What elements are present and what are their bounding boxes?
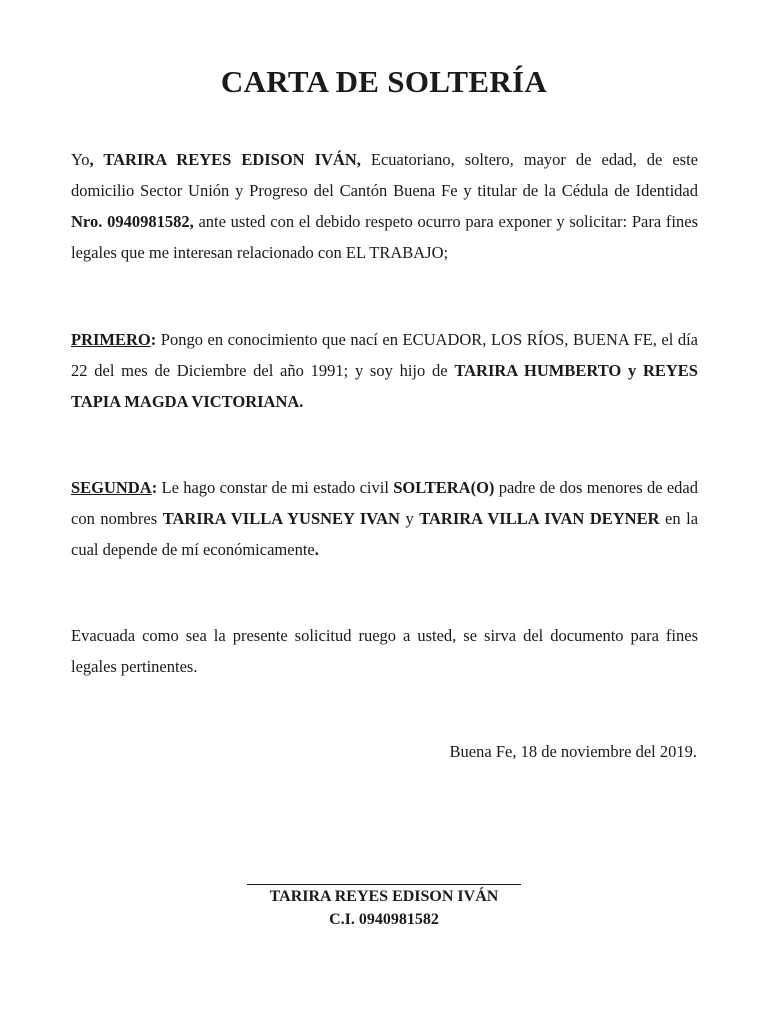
segunda-text-1: Le hago constar de mi estado civil [157,478,394,497]
segunda-child-2: TARIRA VILLA IVAN DEYNER [419,509,660,528]
segunda-civil-status: SOLTERA(O) [393,478,495,497]
segunda-text-2: padre de dos menores de edad con nombres [71,478,698,528]
segunda-heading: SEGUNDA [71,478,152,497]
segunda-heading-group [71,478,157,497]
segunda-paragraph [71,472,698,565]
intro-text-2: Ecuatoriano, soltero, mayor de edad, de este domicilio Sector Unión y Progreso del Cantón Buena Fe y titular de la Cédula de Identidad [71,150,698,200]
intro-text-1: Yo [71,150,90,169]
signature-id: C.I. 0940981582 [329,911,439,928]
segunda-text-4: en la cual depende de mí económicamente [71,509,699,559]
primero-colon: : [150,330,157,349]
closing-paragraph: Evacuada como sea la presente solicitud ruego a usted, se sirva del documento para fines legales pertinentes. [71,626,698,676]
primero-heading: PRIMERO [71,330,151,349]
segunda-colon: : [151,478,158,497]
segunda-child-1: TARIRA VILLA YUSNEY IVAN [162,509,400,528]
intro-text-3: ante usted con el debido respeto ocurro para exponer y solicitar: Para fines legales que me interesan relacionado con EL TRABAJO; [71,212,698,262]
signature-name: TARIRA REYES EDISON IVÁN [269,888,499,905]
primero-paragraph [71,324,698,417]
primero-parents: TARIRA HUMBERTO y REYES TAPIA MAGDA VICTORIANA. [71,361,698,411]
intro-id-number: Nro. 0940981582, [71,212,194,231]
primero-heading-group [71,330,156,349]
signature-line [247,884,521,885]
intro-paragraph [71,144,698,268]
primero-text: Pongo en conocimiento que nací en ECUADOR, LOS RÍOS, BUENA FE, el día 22 del mes de Diciembre del año 1991; y soy hijo de [71,330,698,380]
document-title: CARTA DE SOLTERÍA [220,64,548,99]
segunda-text-3: y [399,509,420,528]
segunda-period: . [314,540,319,559]
document-date: Buena Fe, 18 de noviembre del 2019. [449,742,697,761]
intro-name: , TARIRA REYES EDISON IVÁN, [89,150,361,169]
